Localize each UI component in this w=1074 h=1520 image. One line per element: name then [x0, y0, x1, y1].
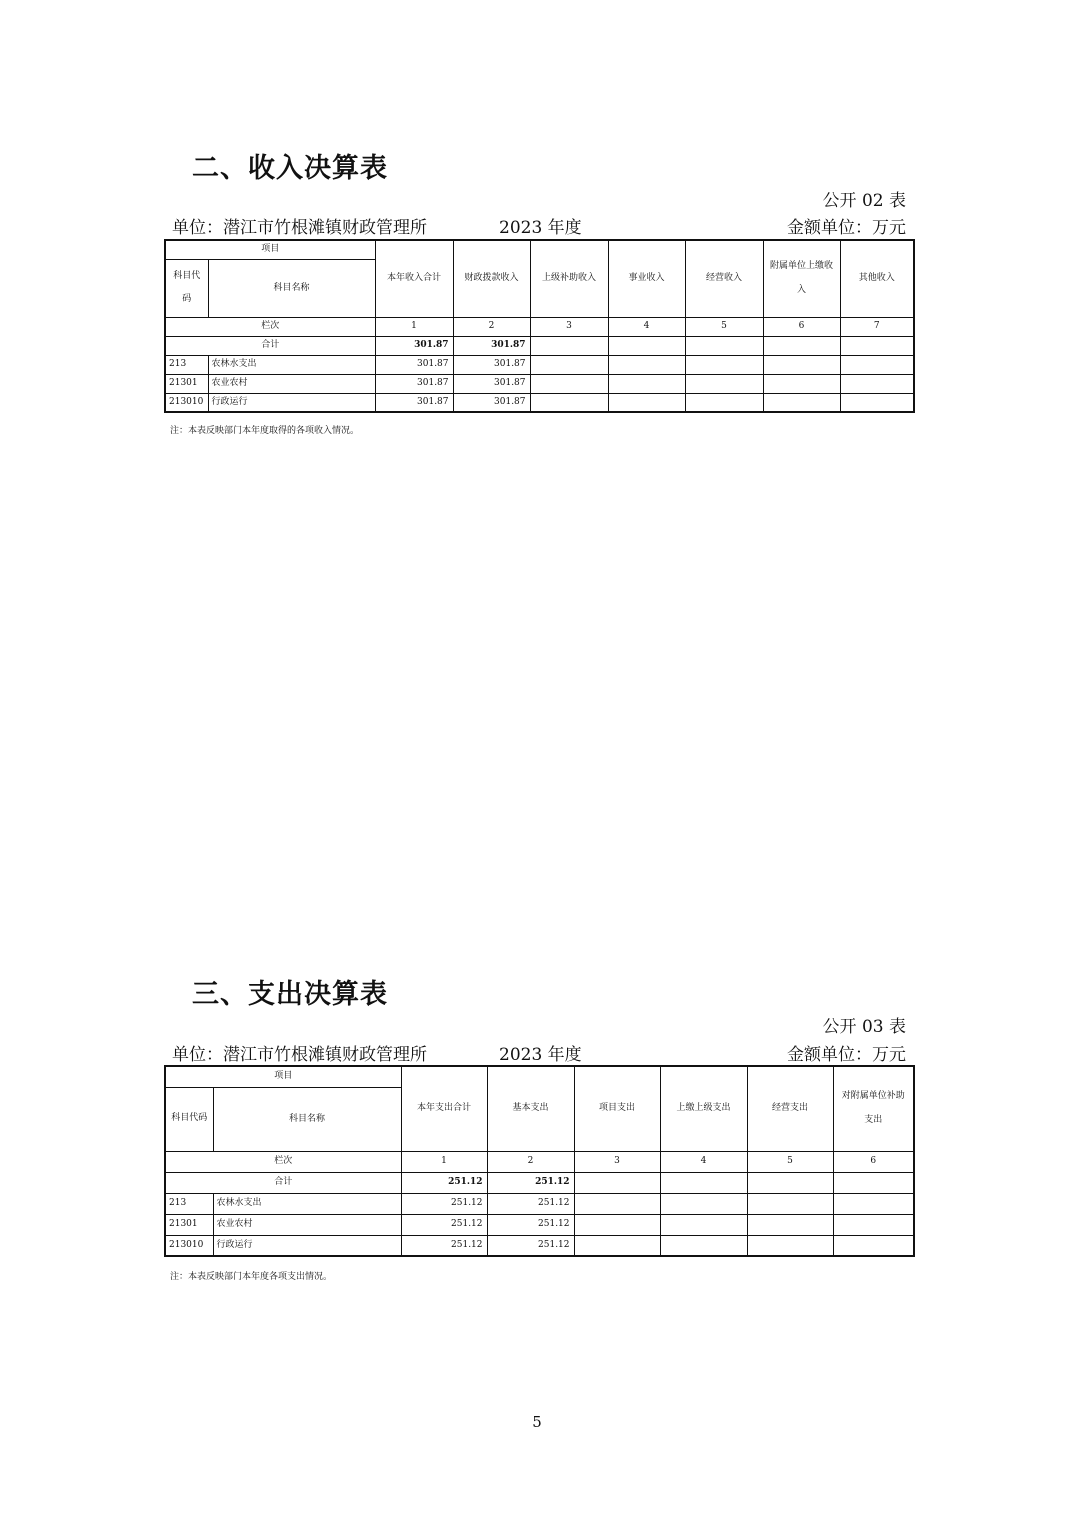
column-number: 5 [685, 317, 763, 336]
amount-cell [833, 1193, 914, 1214]
header-item: 项目 [165, 1066, 401, 1087]
amount-cell [660, 1214, 747, 1235]
column-number: 5 [747, 1151, 833, 1172]
income-column-number-row [165, 317, 914, 336]
amount-cell [833, 1235, 914, 1256]
subject-code: 213 [165, 1193, 213, 1214]
header-col-3: 项目支出 [574, 1066, 660, 1151]
total-label: 合计 [165, 336, 375, 355]
amount-cell: 251.12 [401, 1193, 487, 1214]
subject-name: 行政运行 [213, 1235, 401, 1256]
header-col-3: 上级补助收入 [530, 240, 608, 317]
amount-cell [747, 1193, 833, 1214]
amount-cell: 251.12 [401, 1214, 487, 1235]
expense-form-number: 公开 03 表 [822, 1017, 906, 1037]
amount-cell [840, 374, 914, 393]
expense-note: 注：本表反映部门本年度各项支出情况。 [170, 1272, 333, 1282]
subject-code: 213 [165, 355, 208, 374]
total-value: 251.12 [401, 1172, 487, 1193]
amount-cell [530, 355, 608, 374]
total-value [574, 1172, 660, 1193]
column-number: 1 [375, 317, 453, 336]
amount-cell [685, 355, 763, 374]
header-col-6: 附属单位上缴收入 [763, 240, 840, 317]
expense-currency-unit: 金额单位：万元 [787, 1045, 906, 1065]
subject-name: 农林水支出 [213, 1193, 401, 1214]
amount-cell [608, 355, 685, 374]
expense-section-title: 三、支出决算表 [192, 979, 388, 1010]
total-value [833, 1172, 914, 1193]
income-fiscal-year: 2023 年度 [499, 218, 582, 238]
total-value [747, 1172, 833, 1193]
expense-header-row [165, 1066, 914, 1087]
header-col-4: 事业收入 [608, 240, 685, 317]
total-value [840, 336, 914, 355]
subject-code: 21301 [165, 1214, 213, 1235]
income-unit-label: 单位：潜江市竹根滩镇财政管理所 [172, 218, 427, 238]
income-section-title: 二、收入决算表 [192, 153, 388, 184]
column-number: 3 [530, 317, 608, 336]
header-code: 科目代码 [165, 1087, 213, 1151]
total-value [530, 336, 608, 355]
income-note: 注：本表反映部门本年度取得的各项收入情况。 [170, 426, 360, 436]
header-col-2: 财政拨款收入 [453, 240, 530, 317]
total-value: 251.12 [487, 1172, 574, 1193]
subject-name: 农业农村 [208, 374, 375, 393]
column-number: 7 [840, 317, 914, 336]
amount-cell [685, 393, 763, 412]
amount-cell [608, 374, 685, 393]
table-row [165, 374, 914, 393]
income-total-row [165, 336, 914, 355]
header-col-5: 经营收入 [685, 240, 763, 317]
amount-cell: 251.12 [401, 1235, 487, 1256]
expense-table [164, 1065, 915, 1257]
expense-column-number-row [165, 1151, 914, 1172]
amount-cell [763, 355, 840, 374]
amount-cell [530, 393, 608, 412]
amount-cell: 251.12 [487, 1235, 574, 1256]
column-number: 1 [401, 1151, 487, 1172]
amount-cell: 301.87 [453, 355, 530, 374]
amount-cell [747, 1214, 833, 1235]
column-number-label: 栏次 [165, 317, 375, 336]
header-col-4: 上缴上级支出 [660, 1066, 747, 1151]
total-value [608, 336, 685, 355]
table-row [165, 1214, 914, 1235]
amount-cell [608, 393, 685, 412]
column-number: 2 [453, 317, 530, 336]
header-col-6: 对附属单位补助支出 [833, 1066, 914, 1151]
column-number: 4 [660, 1151, 747, 1172]
amount-cell [840, 393, 914, 412]
total-value [660, 1172, 747, 1193]
amount-cell: 301.87 [375, 355, 453, 374]
subject-name: 农林水支出 [208, 355, 375, 374]
amount-cell: 301.87 [375, 374, 453, 393]
amount-cell: 251.12 [487, 1214, 574, 1235]
amount-cell [747, 1235, 833, 1256]
amount-cell [763, 393, 840, 412]
total-value: 301.87 [453, 336, 530, 355]
total-value: 301.87 [375, 336, 453, 355]
amount-cell [574, 1214, 660, 1235]
table-row [165, 1193, 914, 1214]
header-name: 科目名称 [213, 1087, 401, 1151]
subject-code: 213010 [165, 393, 208, 412]
amount-cell [763, 374, 840, 393]
amount-cell [530, 374, 608, 393]
income-table [164, 239, 915, 413]
header-col-5: 经营支出 [747, 1066, 833, 1151]
header-code: 科目代码 [165, 259, 208, 317]
column-number: 2 [487, 1151, 574, 1172]
amount-cell: 301.87 [453, 393, 530, 412]
income-currency-unit: 金额单位：万元 [787, 218, 906, 238]
total-value [763, 336, 840, 355]
table-row [165, 355, 914, 374]
amount-cell [574, 1235, 660, 1256]
amount-cell [660, 1235, 747, 1256]
column-number-label: 栏次 [165, 1151, 401, 1172]
header-col-1: 本年收入合计 [375, 240, 453, 317]
amount-cell [833, 1214, 914, 1235]
amount-cell [685, 374, 763, 393]
amount-cell: 251.12 [487, 1193, 574, 1214]
amount-cell [574, 1193, 660, 1214]
header-col-1: 本年支出合计 [401, 1066, 487, 1151]
header-col-7: 其他收入 [840, 240, 914, 317]
header-col-2: 基本支出 [487, 1066, 574, 1151]
column-number: 6 [763, 317, 840, 336]
subject-code: 21301 [165, 374, 208, 393]
subject-name: 行政运行 [208, 393, 375, 412]
header-item: 项目 [165, 240, 375, 259]
expense-fiscal-year: 2023 年度 [499, 1045, 582, 1065]
column-number: 3 [574, 1151, 660, 1172]
amount-cell [840, 355, 914, 374]
expense-unit-label: 单位：潜江市竹根滩镇财政管理所 [172, 1045, 427, 1065]
amount-cell [660, 1193, 747, 1214]
expense-total-row [165, 1172, 914, 1193]
page-number: 5 [532, 1413, 542, 1431]
amount-cell: 301.87 [453, 374, 530, 393]
amount-cell: 301.87 [375, 393, 453, 412]
column-number: 4 [608, 317, 685, 336]
header-name: 科目名称 [208, 259, 375, 317]
total-label: 合计 [165, 1172, 401, 1193]
subject-name: 农业农村 [213, 1214, 401, 1235]
income-form-number: 公开 02 表 [822, 191, 906, 211]
column-number: 6 [833, 1151, 914, 1172]
income-header-row [165, 240, 914, 259]
table-row [165, 1235, 914, 1256]
subject-code: 213010 [165, 1235, 213, 1256]
table-row [165, 393, 914, 412]
total-value [685, 336, 763, 355]
